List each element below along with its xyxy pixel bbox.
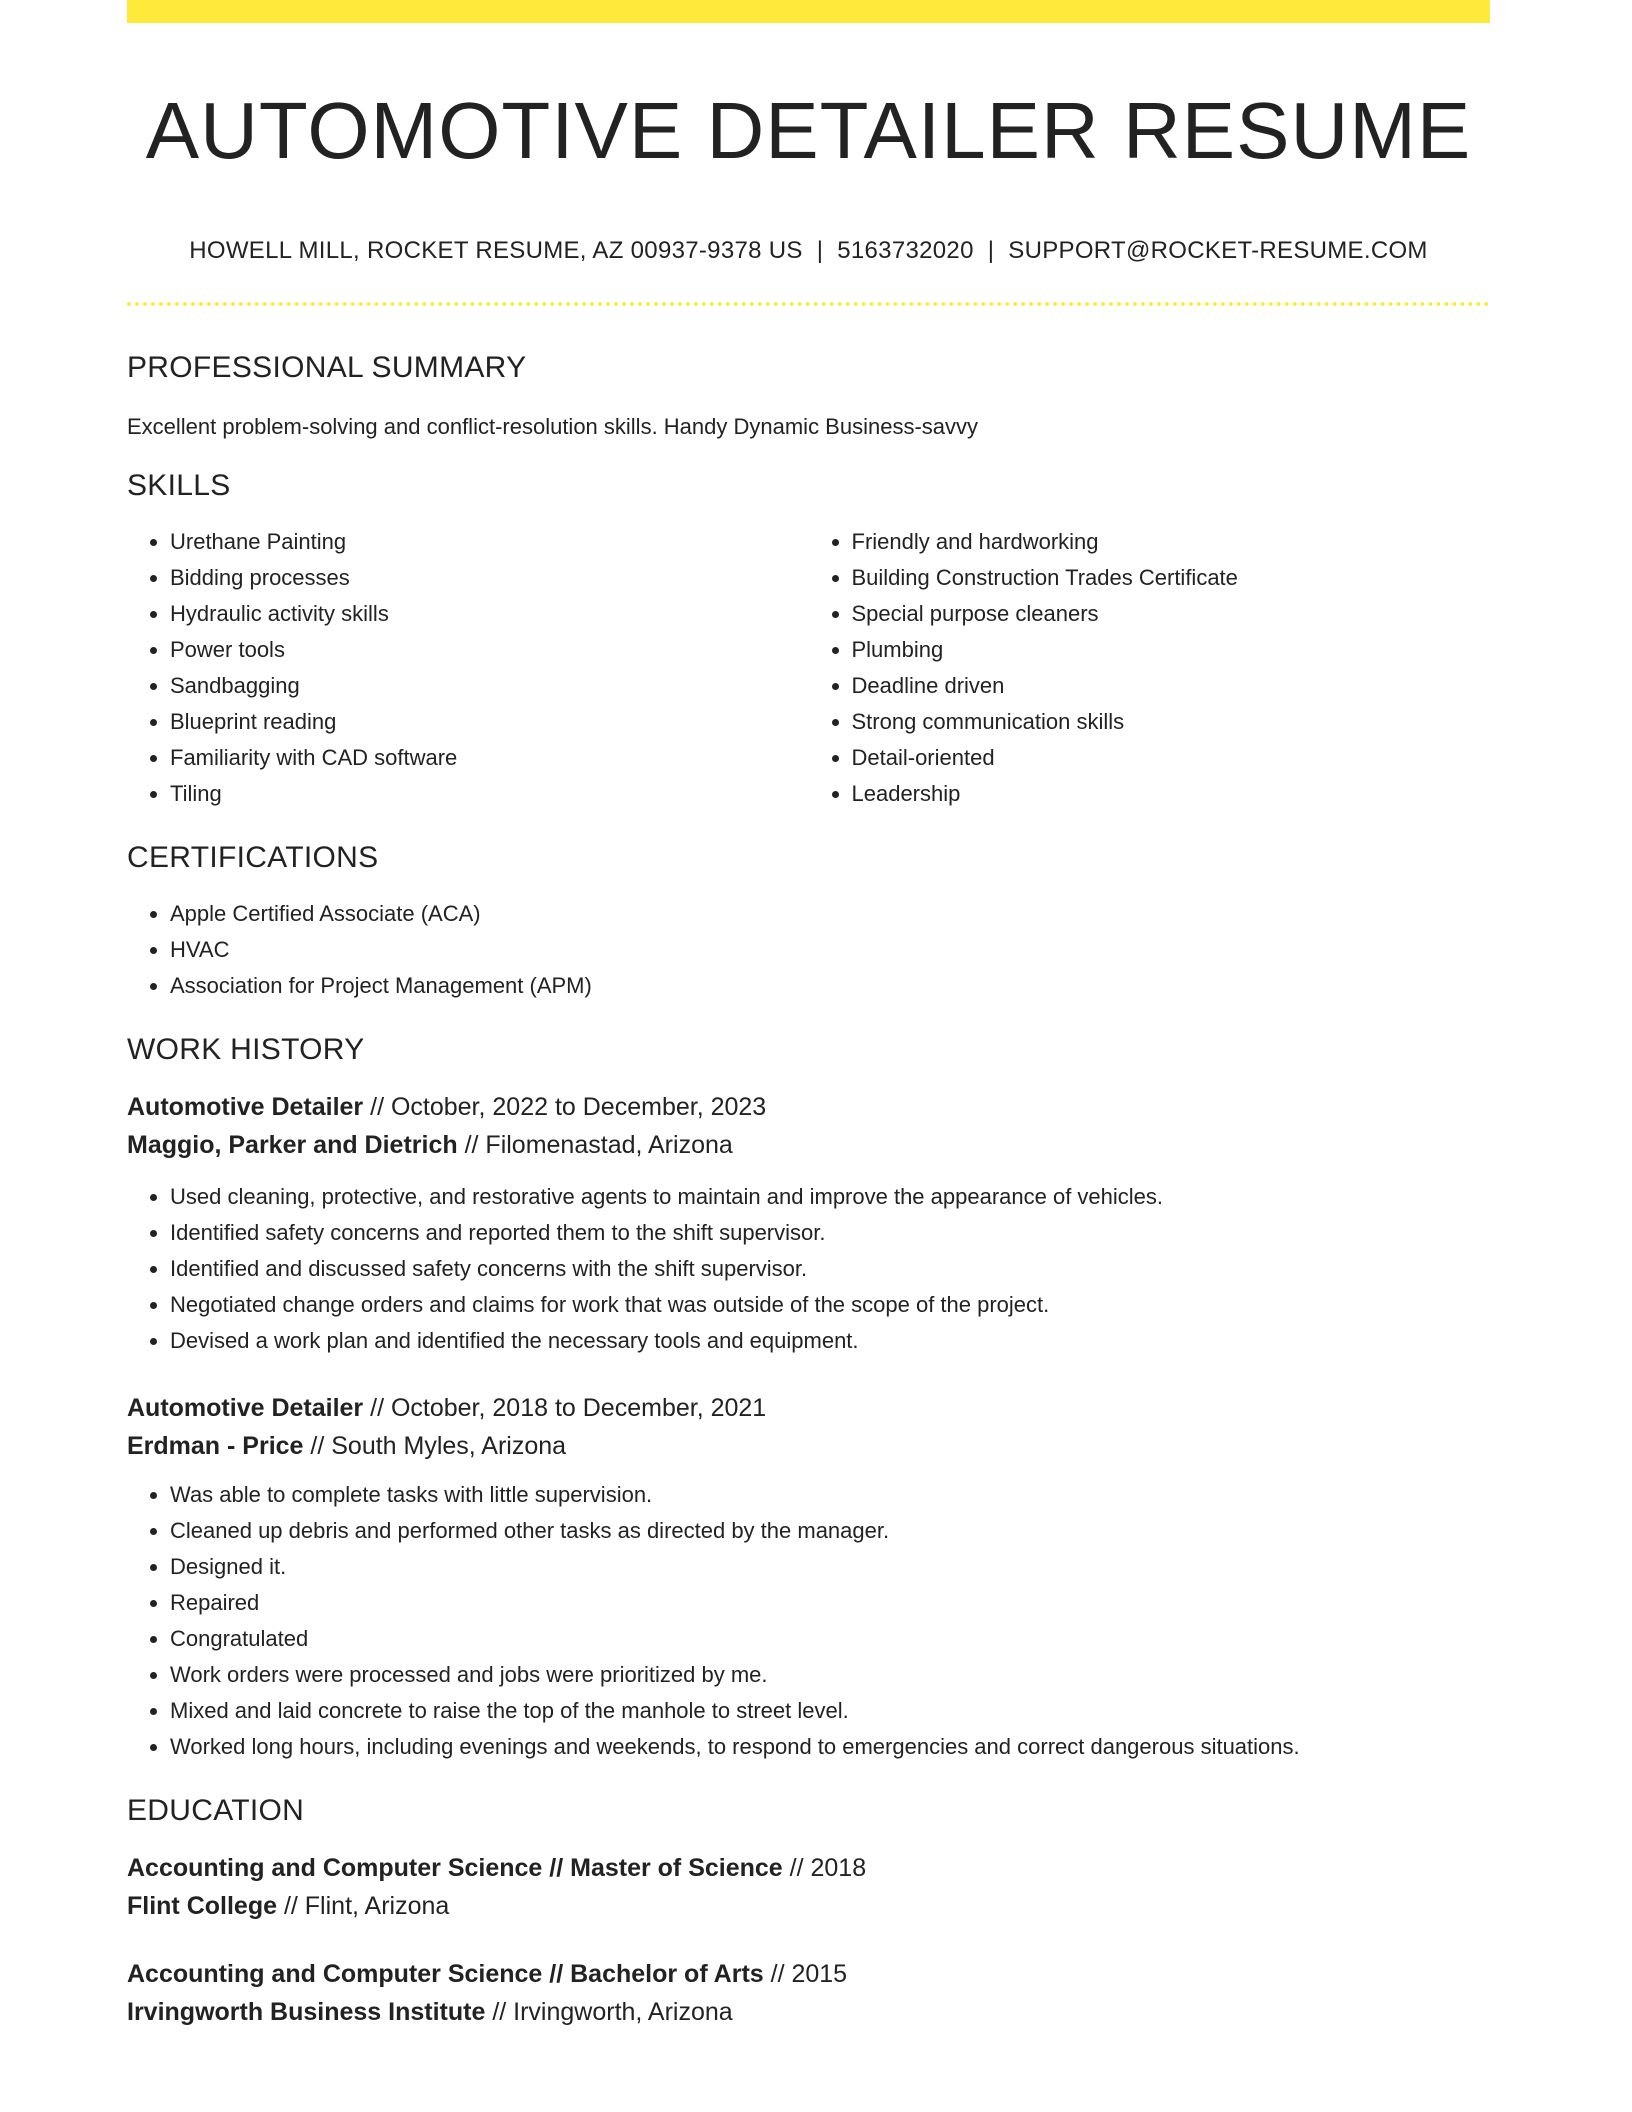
resume-page — [127, 0, 1490, 2031]
skill-item: • Leadership — [852, 776, 1491, 812]
job-entry — [127, 1389, 1490, 1765]
skill-item: • Plumbing — [852, 632, 1491, 668]
job-duty: • Congratulated — [170, 1621, 1490, 1657]
degree-line — [127, 1849, 1490, 1887]
top-accent-bar — [127, 0, 1490, 23]
skills-section — [127, 468, 1490, 812]
skill-item: • Special purpose cleaners — [852, 596, 1491, 632]
school-location: // Flint, Arizona — [277, 1891, 450, 1920]
job-duty: • Repaired — [170, 1585, 1490, 1621]
job-duty: • Devised a work plan and identified the necessary tools and equipment. — [170, 1323, 1490, 1359]
job-company-line — [127, 1427, 1490, 1465]
skills-list-right — [809, 524, 1491, 812]
skill-item: • Sandbagging — [170, 668, 809, 704]
skills-list-left — [127, 524, 809, 812]
certification-item: • Apple Certified Associate (ACA) — [170, 896, 1490, 932]
contact-separator: | — [816, 237, 824, 264]
education-entry — [127, 1955, 1490, 2031]
work-history-section — [127, 1032, 1490, 1765]
job-company: Maggio, Parker and Dietrich — [127, 1130, 458, 1159]
skill-item: • Friendly and hardworking — [852, 524, 1491, 560]
skill-item: • Power tools — [170, 632, 809, 668]
job-dates: // October, 2022 to December, 2023 — [363, 1092, 767, 1121]
degree-year: // 2015 — [763, 1959, 848, 1988]
education-entry — [127, 1849, 1490, 1925]
skills-columns — [127, 524, 1490, 812]
skill-item: • Strong communication skills — [852, 704, 1491, 740]
school-line — [127, 1993, 1490, 2031]
summary-heading: PROFESSIONAL SUMMARY — [127, 351, 527, 384]
job-dates: // October, 2018 to December, 2021 — [363, 1393, 767, 1422]
contact-address: HOWELL MILL, ROCKET RESUME, AZ 00937-9378 US — [189, 237, 803, 264]
resume-title: AUTOMOTIVE DETAILER RESUME — [145, 86, 1472, 175]
job-duty: • Identified and discussed safety concerns with the shift supervisor. — [170, 1251, 1490, 1287]
summary-section — [127, 350, 1490, 443]
job-duty: • Work orders were processed and jobs were prioritized by me. — [170, 1657, 1490, 1693]
school-location: // Irvingworth, Arizona — [485, 1997, 733, 2026]
certification-item: • HVAC — [170, 932, 1490, 968]
job-entry — [127, 1088, 1490, 1359]
contact-email: SUPPORT@ROCKET-RESUME.COM — [1008, 237, 1428, 264]
school-name: Flint College — [127, 1891, 277, 1920]
job-title: Automotive Detailer — [127, 1393, 364, 1422]
skill-item: • Hydraulic activity skills — [170, 596, 809, 632]
job-duties — [127, 1477, 1490, 1765]
job-duty: • Worked long hours, including evenings and weekends, to respond to emergencies and correct dangerous situations. — [170, 1729, 1490, 1765]
dotted-divider — [127, 302, 1490, 306]
skill-item: • Building Construction Trades Certificate — [852, 560, 1491, 596]
job-duty: • Used cleaning, protective, and restorative agents to maintain and improve the appearance of vehicles. — [170, 1179, 1490, 1215]
skill-item: • Urethane Painting — [170, 524, 809, 560]
skill-item: • Familiarity with CAD software — [170, 740, 809, 776]
education-section — [127, 1793, 1490, 2031]
degree-name: Accounting and Computer Science // Master of Science — [127, 1853, 783, 1882]
job-location: // South Myles, Arizona — [303, 1431, 567, 1460]
job-location: // Filomenastad, Arizona — [457, 1130, 733, 1159]
work-history-heading: WORK HISTORY — [127, 1032, 365, 1066]
school-line — [127, 1887, 1490, 1925]
skills-heading: SKILLS — [127, 468, 231, 502]
skill-item: • Detail-oriented — [852, 740, 1491, 776]
education-heading: EDUCATION — [127, 1793, 305, 1827]
contact-separator: | — [987, 237, 995, 264]
certifications-heading: CERTIFICATIONS — [127, 840, 379, 874]
school-name: Irvingworth Business Institute — [127, 1997, 486, 2026]
job-duty: • Designed it. — [170, 1549, 1490, 1585]
degree-name: Accounting and Computer Science // Bachelor of Arts — [127, 1959, 764, 1988]
job-title: Automotive Detailer — [127, 1092, 364, 1121]
job-duty: • Mixed and laid concrete to raise the top of the manhole to street level. — [170, 1693, 1490, 1729]
degree-line — [127, 1955, 1490, 1993]
job-duty: • Negotiated change orders and claims for work that was outside of the scope of the project. — [170, 1287, 1490, 1323]
contact-phone: 5163732020 — [837, 237, 974, 264]
skill-item: • Blueprint reading — [170, 704, 809, 740]
job-company-line — [127, 1126, 1490, 1164]
job-title-line — [127, 1389, 1490, 1427]
certifications-section — [127, 840, 1490, 1004]
contact-line — [127, 237, 1490, 265]
job-duties — [127, 1179, 1490, 1359]
skill-item: • Bidding processes — [170, 560, 809, 596]
summary-text: Excellent problem-solving and conflict-resolution skills. Handy Dynamic Business-savvy — [127, 414, 979, 439]
certification-item: • Association for Project Management (APM) — [170, 968, 1490, 1004]
skill-item: • Tiling — [170, 776, 809, 812]
job-title-line — [127, 1088, 1490, 1126]
job-duty: • Was able to complete tasks with little supervision. — [170, 1477, 1490, 1513]
job-duty: • Identified safety concerns and reported them to the shift supervisor. — [170, 1215, 1490, 1251]
job-company: Erdman - Price — [127, 1431, 304, 1460]
skill-item: • Deadline driven — [852, 668, 1491, 704]
certifications-list — [127, 896, 1490, 1004]
job-duty: • Cleaned up debris and performed other tasks as directed by the manager. — [170, 1513, 1490, 1549]
degree-year: // 2018 — [782, 1853, 867, 1882]
